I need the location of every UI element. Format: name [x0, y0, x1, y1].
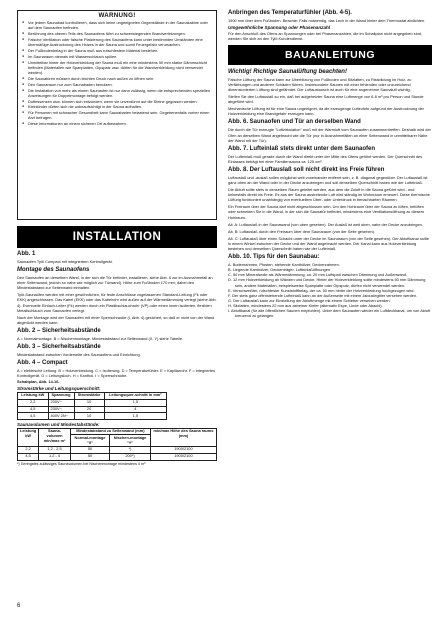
table-header: Normal-montage "X"	[70, 435, 109, 447]
warning-item: ● Die Saunatüren müssen durch leichten Druck nach außen zu öffnen sein.	[22, 76, 212, 81]
table-cell: 200*)	[110, 453, 151, 460]
table-cell: 2,2	[18, 446, 39, 453]
alt-b-text: Alt. B: Luftauslaß durch den Freiraum über dem Saunaraum (von der Seite gesehen).	[228, 228, 376, 234]
current-table	[17, 392, 167, 420]
table-cell: 50	[70, 453, 109, 460]
table-header: Leistung kW	[18, 392, 49, 399]
header-leistung: Leistung	[20, 428, 37, 434]
table-cell: 230V~	[48, 399, 74, 406]
abb1-title: Abb. 1	[17, 251, 36, 257]
abb45-title: Anbringen des Temperaturfühler (Abb. 4-5).	[228, 10, 352, 16]
table-cell: 1900/2100	[150, 453, 216, 460]
warning-item: ● Kleinkinder dürfen sich nie unbeaufsichtigt in der Sauna aufhalten.	[22, 104, 212, 109]
abb1-text: Saunaofen Tylö Compact mit integriertem Kontrollgerät.	[17, 259, 113, 264]
table-cell: *)	[110, 446, 151, 453]
warning-title: WARNUNG!	[98, 12, 136, 19]
lueftung-paragraph: Falsche Lüftung der Sauna kann zur Überhitzung von Fußboden und Sitzlatten, zu Rissbildung im Holz, zu Verfärbungen und anderen Schäden führen. Insbesondere Saunen mit einer fehlenden oder unzureichend dimensionierten Lüftung sind gefährdet. Der Luftaustausch ist auch für eine angenehme Saunaluft wichtig.	[228, 76, 412, 92]
table-header	[39, 428, 71, 446]
table2-title: Saunavolumen und Mindestabstände:	[17, 422, 100, 428]
table-row	[18, 453, 217, 460]
table-cell: 4,5	[18, 453, 39, 460]
list-item: C. 50 mm Mineralwolle als Wärmedämmung, ca. 20 mm Luftspalt zwischen Dämmung und Außenwand.	[228, 272, 408, 278]
table-header: Spannung	[48, 392, 74, 399]
warning-item: ● Diese Informationen an einem sicheren Ort aufbewahren.	[22, 121, 212, 126]
table-row	[18, 399, 167, 406]
abb7-text: Der Lufteinlaß muß gerade durch die Wand direkt unter der Mitte des Ofens geführt werden. Der Querschnitt des Einlasses beträgt bei einer Familiensauna ca. 125 cm².	[228, 153, 423, 164]
warning-item: ● Für Personen mit schwacher Gesundheit kann Saunabaden belastend sein. Gegebenenfalls vorher einen Arzt befragen.	[22, 110, 212, 120]
installation-banner: INSTALLATION	[17, 226, 217, 248]
abb6-title: Abb. 6. Saunaofen und Tür an derselben Wand	[228, 119, 361, 126]
list-item: H. Sitzlatten, mindestens 22 mm aus astreiner Kiefer (alternativ Espe, Linde oder Abachi).	[228, 302, 383, 308]
abb3-title: Abb. 3 – Sicherheitsabstände	[17, 344, 101, 351]
table-cell: 20	[74, 406, 104, 413]
montage-paragraph: Nach der Montage wird der Saunaofen mit einer Sperrschraube (I, Abb. 4) gesichert, so daß er nicht von der Wand abgerückt werden kann.	[17, 314, 215, 325]
table-footnote: *) Geringstes zulässiges Saunavolumen bei Nischenmontage mindestens 4 m³	[17, 461, 146, 466]
table1-title: Stromstärke und Leitungsquerschnitt:	[17, 386, 101, 392]
warning-item: ● Falsche Ventilation oder falsche Platzierung des Saunaofens kann unter bestimmten Umständen eine übermäßige Austrocknung des Holzes in der Sauna und somit Feuergefahr verursachen.	[22, 37, 212, 47]
abb4-title: Abb. 4 – Compact	[17, 360, 68, 367]
tips-list	[228, 262, 432, 318]
volume-table	[17, 428, 217, 461]
table-cell: 10	[74, 413, 104, 420]
warning-item: ● Berührung des oberen Teils des Saunaofens führt zu schwerwiegenden Brandverletzungen.	[22, 31, 212, 36]
table-header: Mindestabstand zu Seitenwand (mm)	[70, 428, 150, 435]
list-item: B. Liegende Kanthölzer, Deckenträger, Lufteinlaßöffnungen.	[228, 267, 332, 273]
table-cell: 4,5	[18, 413, 49, 420]
abb10-title: Abb. 10. Tips für den Saunabau:	[228, 254, 320, 261]
warning-box	[17, 10, 217, 220]
abb45-text: 1900 mm über dem Fußboden. Beachte: Falls notwendig, das Loch in der Wand hinter dem Thermostat abdichten.	[228, 18, 426, 23]
list-item: D. 12 mm Holzverkleidung an Wänden und Decke. Hinter der Holzverkleidung sollte mindestens 50 mm Dämmung sein, andere Materialien, beispielsweise Spanplatte oder Gipsputz, dürfen nicht verwendet werden.	[228, 277, 426, 288]
warning-item: ● Den Saunaraum nur zum Saunabaden benutzen.	[22, 82, 212, 87]
warning-item: ● Im Saunaraum niemals mit Wasserschlauch spülen.	[22, 54, 212, 59]
table-cell: 230V~	[48, 406, 74, 413]
montage-paragraph: Den Saunaofen an derselben Wand, in der sich die Tür befindet, installieren, siehe Abb. 6 zur im Ausnahmefall an einer Seitenwand, jedoch so nahe wie möglich zur Türwand). Höhe zum Fußboden 170 mm; dabei den Mindestabstand zur Seitenwand einhalten.	[17, 275, 213, 291]
table-header-row	[18, 428, 217, 435]
table-cell: 1,2 - 2,5	[39, 446, 71, 453]
warning-item: ● Der Fußbodenbelag in der Sauna muß aus rutschfestem Material bestehen.	[22, 48, 212, 53]
left-column	[17, 10, 217, 466]
lueftung-paragraph: Stellen Sie den Luftauslaß so ein, daß bei aufgeheizter Sauna eine Luftmenge von 6-8 m³ pro Person und Stunde abgeführt wird.	[228, 94, 424, 105]
table-header-row	[18, 392, 167, 399]
list-item: G. Der Luftauslaß kann zur Einstellung der Abluftmenge mit einem Schieber versehen werden.	[228, 297, 391, 303]
alt-a-text: Alt. A: Luftauslaß in der Saunawand (von oben gesehen). Der Auslaß ist weit oben, nahe der Decke anzubringen.	[228, 221, 423, 227]
abb8-title: Abb. 8. Der Luftauslaß soll nicht direkt ins Freie führen	[228, 166, 385, 173]
table-header	[18, 428, 39, 446]
warning-item: ● Vor jedem Saunabad kontrollieren, dass sich keine ungeeigneten Gegenstände in der Saunakabine oder auf dem Saunaofen befinden.	[22, 20, 212, 30]
lueftung-paragraph: Mechanische Lüftung ist für eine Sauna ungeeignet, da die erzeugenge Luftzufuhr aufgrund der Austrocknung der Holzverkleidung eine Brandgefahr erzeugen kann.	[228, 106, 424, 117]
spannung-title: Umgewöhnliche Spannung oder Phasenanzahl	[228, 25, 331, 31]
table-header: min/max Höhe des Sauna raums (mm)	[150, 428, 216, 446]
abb7-title: Abb. 7. Lufteinlaß stets direkt unter dem Saunaofen	[228, 145, 376, 152]
montage-title: Montage des Saunaofens	[17, 267, 90, 274]
abb8-paragraph: Luftauslaß und -auslaß sollen möglichst weit voneinander entfernt sein, z. B. diagonal gegenüber. Der Luftauslaß ist ganz oben an der Wand oder in der Decke anzubringen und soll denselben Querschnitt haben wie der Lufteinlaß.	[228, 174, 428, 185]
page-number: 6	[17, 603, 21, 609]
table-row	[18, 406, 167, 413]
abb2-text: A = Normalmontage. B = Nischenmontage. Mindestabstand zur Seitenwand (X, Y) siehe Tabelle.	[17, 335, 184, 341]
alt-c-text: Alt. C: Luftauslaß über einen Schacht unter der Decke im Saunaraum (von der Seite gesehen). Der Abluftkanal sollte in einem Winkel zwischen der Decke und der Wand angebracht werden. Der Kanal kann aus Holzverkleidung bestehen und denselben Querschnitt haben wie der Lufteinlaß.	[228, 235, 429, 252]
montage-paragraph: Tylö-Saunaöfen werden mit einer gewöhnlichen, für feste Anschlüsse zugelassenen Standard-Leitung (Fk oder EKK) angeschlossen. Das Kabel (EKK) oder das Kabelrohr wird außen auf der Wärmedämmung verlegt (siehe Abb. 4). Eventuelle Einfach-Leiter (Fk) werden durch ein Plastikschlauchrohr (VP) oder einen innen isolierten, flexiblen Metallschlauch zum Saunaofen verlegt.	[17, 292, 217, 313]
table-cell: 1,5	[104, 413, 166, 420]
table-cell: 1900/2100	[150, 446, 216, 453]
table-row	[18, 413, 167, 420]
warning-item: ● Die Installation von mehr als einem Saunaofen ist nur dann zulässig, wenn die entsprechenden speziellen Anweisungen für Doppelmontage befolgt werden.	[22, 88, 212, 98]
header-volumen: Sauna-volumen	[46, 428, 63, 438]
abb8-paragraph: Ein Freiraum über der Sauna darf nicht abgeschlossen sein. Um den Hohlraum über der Sauna zu lüften, belüften oder schneiden Sie in die Wand, in der sich die Saunatür befindet, mindestens eine Ventilationsöffnung zu diesem Hohlraum.	[228, 204, 424, 220]
table-cell: 400V 2N~	[48, 413, 74, 420]
bauanleitung-banner: BAUANLEITUNG	[228, 45, 432, 65]
lueftung-title: Wichtig! Richtige Saunalüftung beachten!	[228, 68, 347, 75]
warning-list	[22, 20, 212, 126]
table-header: Stromstärke	[74, 392, 104, 399]
table-header: Nischen-montage "Y"	[110, 435, 151, 447]
warning-item: ● Duftessenzen usw. können sich entzünden, wenn sie unverdünnt auf die Steine gegossen werden.	[22, 99, 212, 104]
schaltplan-note: Schaltplan, Abb. 14-16.	[17, 379, 60, 385]
abb4-text: A = elektrische Leitung. B = Holzverkleidung. C = Isolierung. D = Temperaturfühler. E = Kapillarrohr. F = integriertes Kontrollgerät. G = Leitungsloch. H = Kanthol. I = Sperrschraube.	[17, 368, 216, 379]
table-row	[18, 446, 217, 453]
table-cell: 50	[70, 446, 109, 453]
table-cell: 10	[74, 399, 104, 406]
table-cell: 1,2 - 4	[39, 453, 71, 460]
list-item: E. Verschweißter, rutschfester Kunststoffbelag, der ca. 50 mm hinter der Holzverkleidung hochgezogen wird.	[228, 287, 415, 293]
right-column	[228, 10, 432, 318]
warning-item: ● Unmittelbar hinter der Holzverkleidung der Sauna muß ein eine mindestens 50 mm starke Dämmschicht befinden (Materialien wie Spanplatten, Gipspatz usw. dürfen für die Wandverkleidung nicht verwendet werden).	[22, 60, 212, 75]
table-cell: 2,2	[18, 399, 49, 406]
abb2-title: Abb. 2 – Sicherheitsabstände	[17, 327, 101, 334]
spannung-text: Für den Anschluß des Ofens an Spannungen oder bei Phasenanzahlen, die im Schaltplan nicht angegeben sind, wenden Sie sich an den Tylö Kundendienst.	[228, 30, 423, 41]
header-kw: kW	[25, 432, 32, 438]
header-volunit: min/max m³	[43, 437, 66, 443]
list-item: A. Bodenrahmen, Pfosten, stehende Kanthölzer, Deckenrahmen.	[228, 262, 340, 268]
table-cell: 1,5	[104, 399, 166, 406]
table-cell: 4,5	[18, 406, 49, 413]
list-item: F. Der stets ganz offenstehende Lufteinlaß kann an der Außenseite mit einem Jalousiegitter versehen werden.	[228, 292, 418, 298]
table-cell: 4	[104, 406, 166, 413]
list-item: I. Abluftkanal (für alle öffentlichen Saunen empfohlen). Unter dem Saunaofen wieder ein Luftdeckkanal, um von Abluft kreuzend zu gelangen.	[228, 307, 431, 319]
abb3-text: Mindestabstand zwischen Vorderseite des Saunaofens und Einrichtung.	[17, 352, 141, 358]
table-header: Leitungsquer-schnitt in mm²	[104, 392, 166, 399]
abb8-paragraph: Die Abluft sollte stets in denselben Raum geleitet werden, aus dem die Zuluft in die Sauna geführt wird - und keinesfalls direkt ins Freie. Es aus der Sauna austretende Luft wird ständig im Wohnraum erneuert. Diese thermische Lüftung funktioniert unabhängig von eventuellem Über- oder Unterdruck in benachbarten Räumen.	[228, 187, 430, 203]
abb6-text: Die durch die Tür erzeugte "Luftzirkulation" muß mit der Warmluft vom Saunaofen zusammentreffen. Deshalb wird der Ofen an derselben Wand angebracht wie die Tür (nur in Ausnahmefällen an einer Seitenwand in unmittelbarer Nähe der Wand mit der Tür).	[228, 127, 431, 143]
